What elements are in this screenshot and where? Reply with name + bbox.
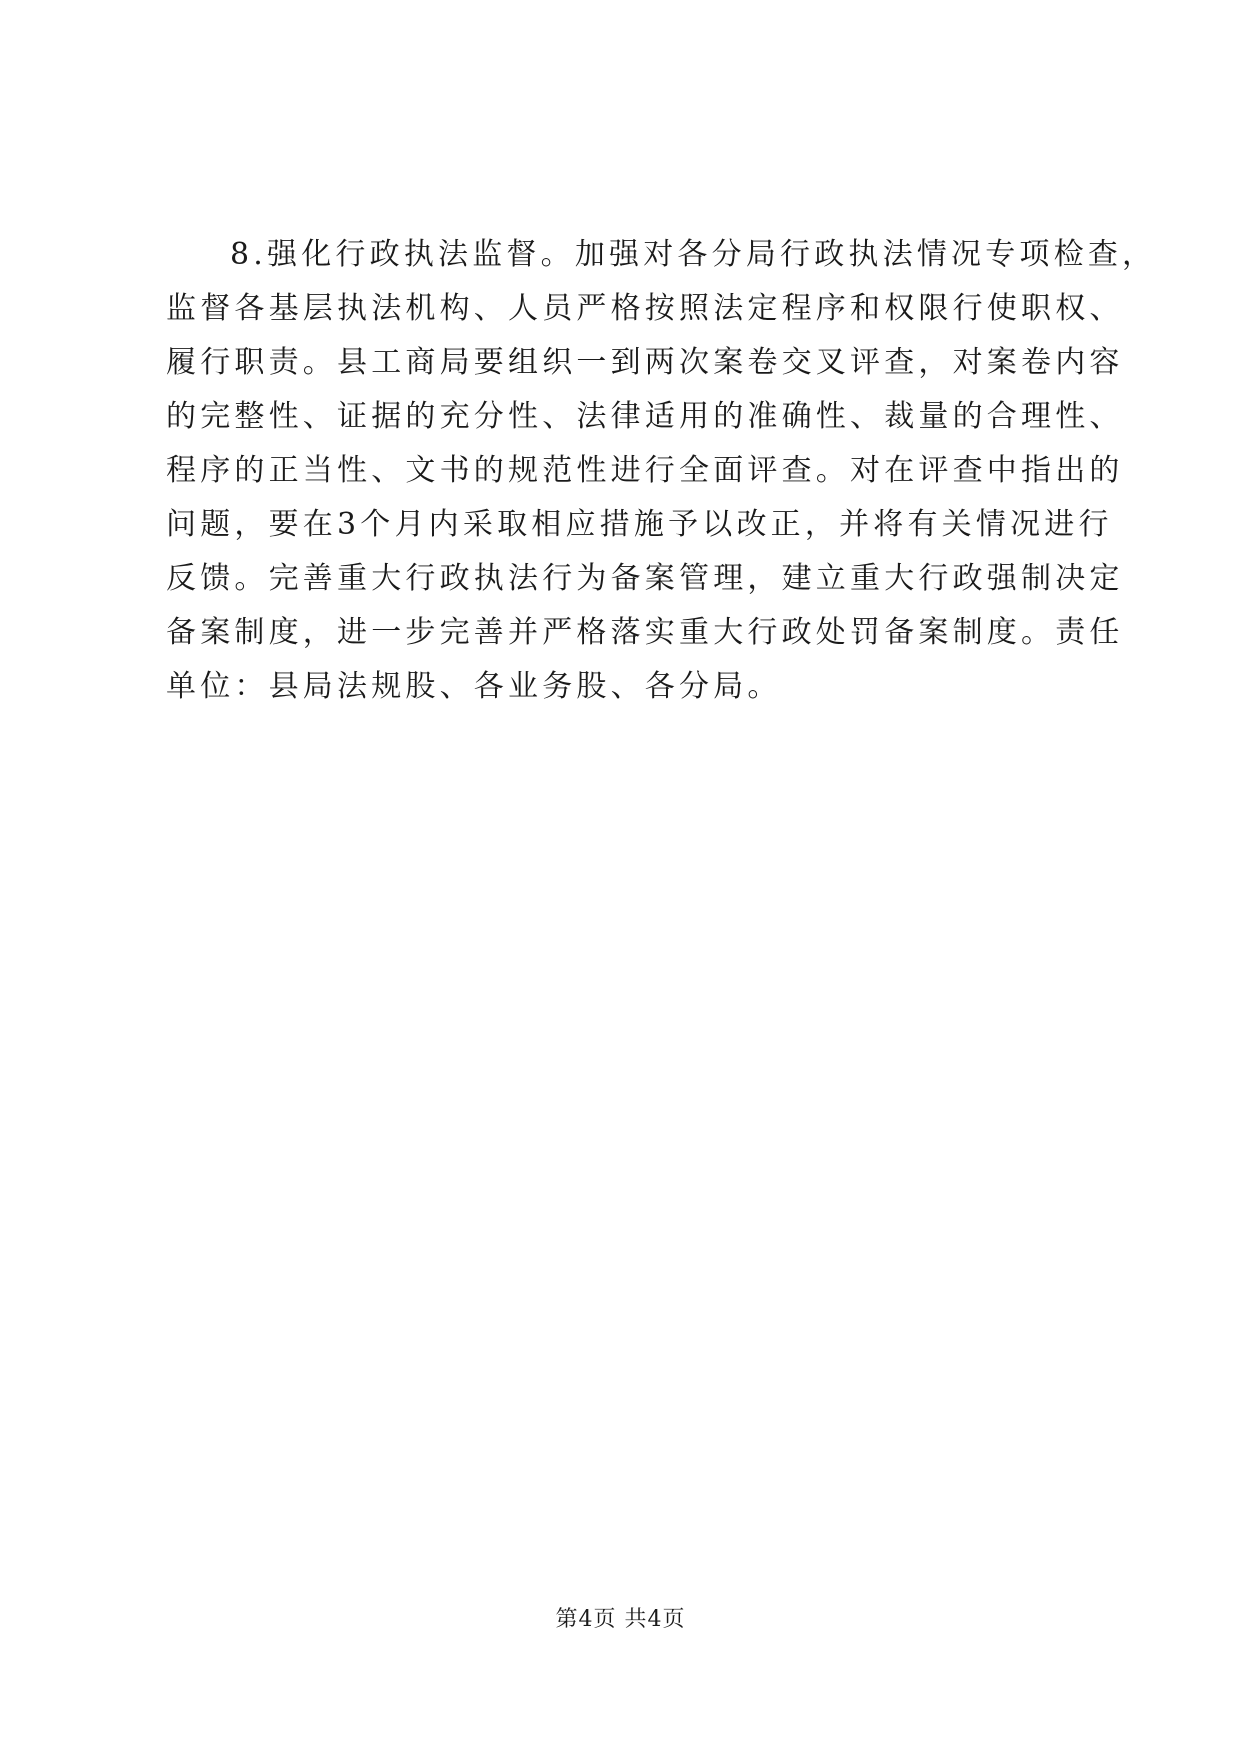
paragraph-line: 反馈。完善重大行政执法行为备案管理，建立重大行政强制决定	[166, 561, 1124, 596]
page-number-footer: 第4页 共4页	[555, 1607, 686, 1632]
paragraph-line: 问题，要在3个月内采取相应措施予以改正，并将有关情况进行	[166, 507, 1113, 542]
paragraph-line: 备案制度，进一步完善并严格落实重大行政处罚备案制度。责任	[166, 615, 1124, 650]
body-paragraph	[166, 228, 1157, 714]
paragraph-line: 单位：县局法规股、各业务股、各分局。	[166, 669, 782, 704]
paragraph-line: 程序的正当性、文书的规范性进行全面评查。对在评查中指出的	[166, 453, 1124, 488]
paragraph-line: 履行职责。县工商局要组织一到两次案卷交叉评查，对案卷内容	[166, 345, 1124, 380]
paragraph-line: 8.强化行政执法监督。加强对各分局行政执法情况专项检查，	[230, 237, 1157, 272]
paragraph-line: 的完整性、证据的充分性、法律适用的准确性、裁量的合理性、	[166, 399, 1124, 434]
paragraph-line: 监督各基层执法机构、人员严格按照法定程序和权限行使职权、	[166, 291, 1124, 326]
